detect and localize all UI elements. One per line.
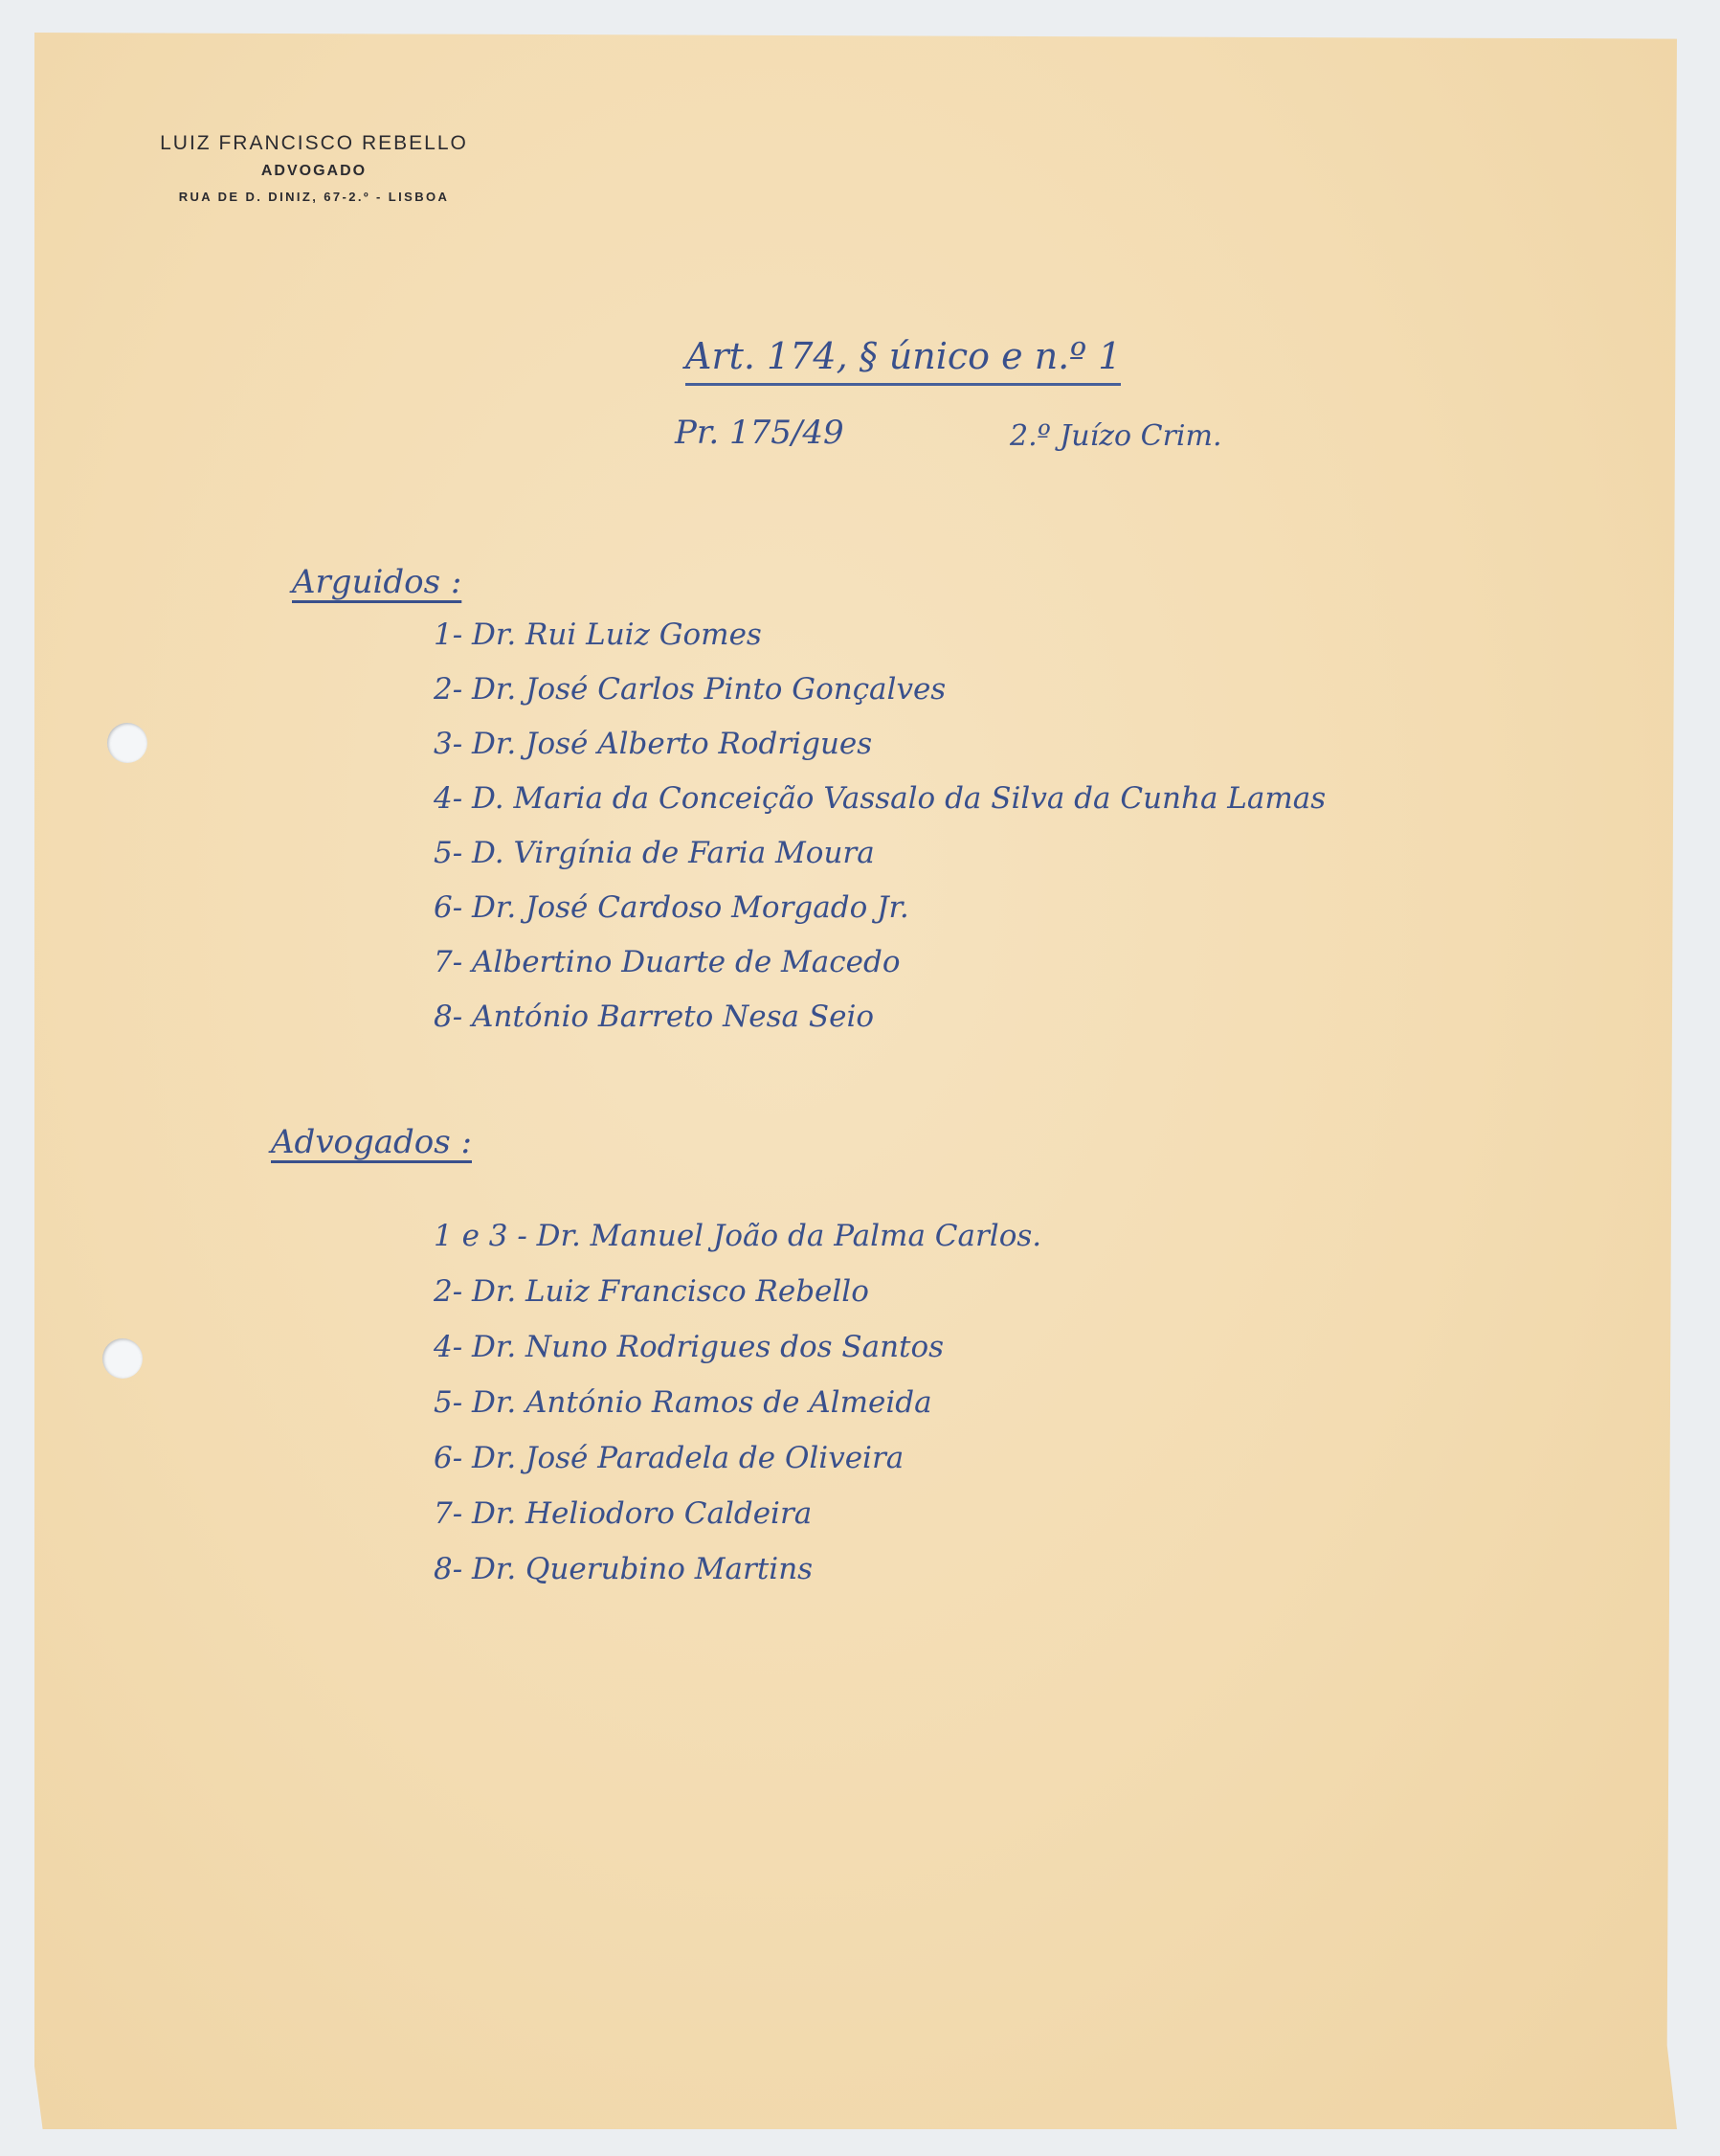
punch-hole	[107, 723, 147, 763]
list-item: 4- Dr. Nuno Rodrigues dos Santos	[434, 1330, 945, 1364]
list-item: 8- António Barreto Nesa Seio	[434, 999, 875, 1034]
list-item: 6- Dr. José Cardoso Morgado Jr.	[434, 890, 909, 925]
letterhead-address: RUA DE D. DINIZ, 67-2.º - LISBOA	[178, 190, 450, 204]
letterhead	[132, 132, 496, 204]
article-heading: Art. 174, § único e n.º 1	[685, 335, 1121, 386]
list-item: 1 e 3 - Dr. Manuel João da Palma Carlos.	[434, 1219, 1042, 1253]
letterhead-title: ADVOGADO	[260, 163, 368, 179]
list-item: 2- Dr. Luiz Francisco Rebello	[434, 1274, 869, 1309]
list-item: 3- Dr. José Alberto Rodrigues	[434, 727, 873, 761]
list-item: 7- Dr. Heliodoro Caldeira	[434, 1496, 813, 1531]
list-item: 6- Dr. José Paradela de Oliveira	[434, 1441, 905, 1475]
defendants-title: Arguidos :	[292, 563, 462, 601]
list-item: 5- Dr. António Ramos de Almeida	[434, 1385, 932, 1420]
lawyers-title: Advogados :	[271, 1123, 472, 1161]
lawyers-list	[434, 1209, 1041, 1598]
list-item: 1- Dr. Rui Luiz Gomes	[434, 618, 762, 652]
list-item: 7- Albertino Duarte de Macedo	[434, 945, 901, 979]
list-item: 5- D. Virgínia de Faria Moura	[434, 836, 875, 870]
punch-hole	[102, 1338, 143, 1379]
case-reference: Pr. 175/49	[675, 414, 844, 452]
defendants-list	[434, 608, 1326, 1044]
list-item: 8- Dr. Querubino Martins	[434, 1552, 814, 1586]
list-item: 4- D. Maria da Conceição Vassalo da Silva da Cunha Lamas	[434, 781, 1327, 816]
court-name: 2.º Juízo Crim.	[1010, 419, 1222, 453]
letterhead-name: LUIZ FRANCISCO REBELLO	[160, 132, 468, 154]
list-item: 2- Dr. José Carlos Pinto Gonçalves	[434, 672, 947, 707]
